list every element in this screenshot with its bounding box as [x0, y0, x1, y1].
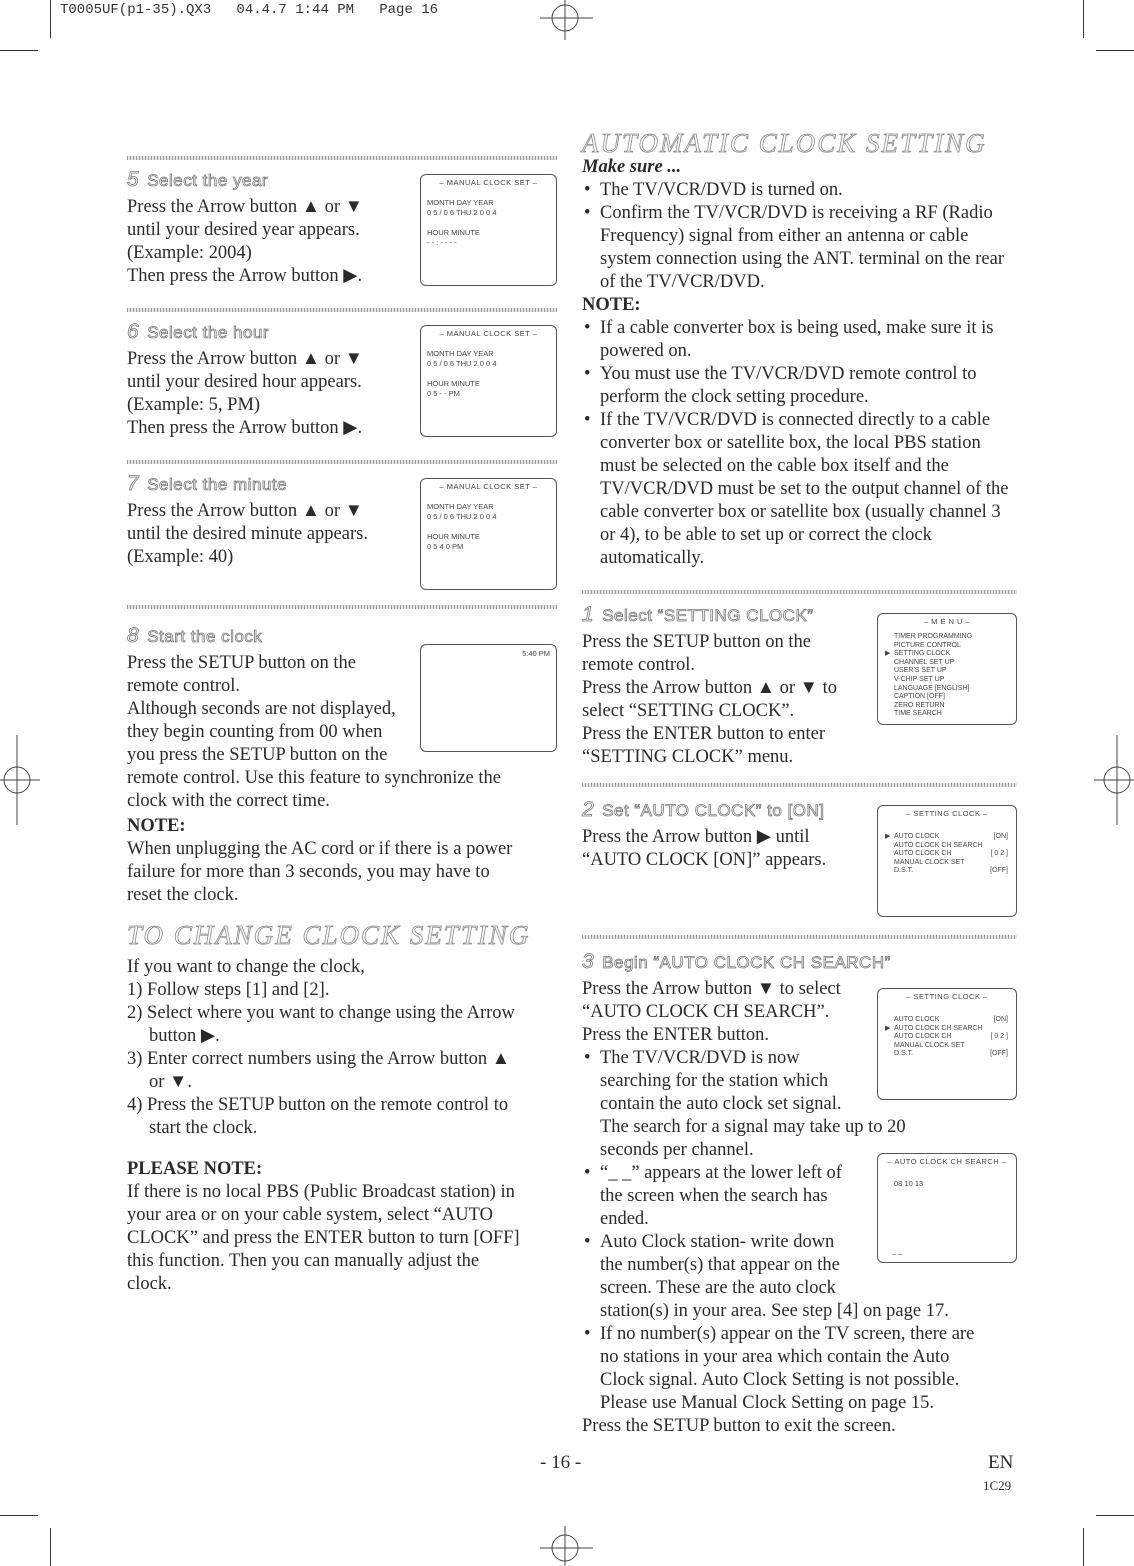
- crop-mark: [50, 0, 51, 38]
- step-heading: 2 Set “AUTO CLOCK” to [ON]: [582, 798, 825, 821]
- step-3: 3 Begin “AUTO CLOCK CH SEARCH” Press the Arrow button ▼ to select “AUTO CLOCK CH SEARCH”. Press the ENTER button. • The TV/VCR/DVD is now searching for the station which contain the auto clock set signal. The search for a signal may take up to 20 seconds per channel. • “_ _” appears at the lower left of the screen when the search has ended. • Auto Clock station- write down the number(s) that appear on the screen. These are the auto clock station(s) in your area. See step [4] on page 17. • If no number(s) appear on the TV screen, there are no stations in your area which contain the Auto Clock signal. Auto Clock Setting is not possible. Please use Manual Clock Setting on page 15. Press the SETUP button to exit the screen.: [582, 950, 1017, 1438]
- menu-screen: – M E N U – TIMER PROGRAMMING PICTURE CONTROL ▶ SETTING CLOCK CHANNEL SET UP USER'S SET UP V-CHIP SET UP LANGUAGE [ENGLISH] CAPTION [OFF] ZERO RETURN TIME SEARCH: [877, 613, 1017, 725]
- section-divider: [582, 783, 1017, 787]
- section-divider: [582, 935, 1017, 939]
- crop-mark: [0, 1515, 38, 1516]
- manual-clock-screen: – MANUAL CLOCK SET – MONTH DAY YEAR 0 5 / 0 6 THU 2 0 0 4 HOUR MINUTE 0 5 - - PM: [420, 325, 557, 437]
- registration-mark-left: [0, 735, 40, 825]
- crop-mark: [1096, 50, 1134, 51]
- step-heading: 6 Select the hour: [127, 320, 270, 343]
- setting-clock-screen: – SETTING CLOCK – AUTO CLOCK [ON] ▶ AUTO CLOCK CH SEARCH AUTO CLOCK CH [ 0 2 ] MANUAL CLOCK SET D.S.T. [OFF]: [877, 988, 1017, 1100]
- setting-clock-screen: – SETTING CLOCK – ▶ AUTO CLOCK [ON] AUTO CLOCK CH SEARCH AUTO CLOCK CH [ 0 2 ] MANUAL CLOCK SET D.S.T. [OFF]: [877, 805, 1017, 917]
- section-divider: [127, 156, 557, 160]
- step-heading: 5 Select the year: [127, 168, 269, 191]
- section-divider: [127, 460, 557, 464]
- change-clock-title: TO CHANGE CLOCK SETTING: [127, 920, 531, 950]
- manual-clock-screen: – MANUAL CLOCK SET – MONTH DAY YEAR 0 5 / 0 6 THU 2 0 0 4 HOUR MINUTE - - : - - - -: [420, 174, 557, 286]
- registration-mark-right: [1094, 735, 1134, 825]
- document-code: 1C29: [983, 1478, 1012, 1493]
- crop-mark: [1096, 1515, 1134, 1516]
- auto-clock-title: AUTOMATIC CLOCK SETTING: [582, 128, 987, 158]
- step-heading: 8 Start the clock: [127, 624, 263, 647]
- step-6: 6 Select the hour Press the Arrow button ▲ or ▼ until your desired hour appears. (Example: 5, PM) Then press the Arrow button ▶.: [127, 320, 407, 440]
- step-heading: 7 Select the minute: [127, 472, 288, 495]
- step-8: 8 Start the clock Press the SETUP button on the remote control. Although seconds are not displayed, they begin counting from 00 when you press the SETUP button on the remote control. Use this feature to synchronize the clock with the correct time. NOTE: When unplugging the AC cord or if there is a power failure for more than 3 seconds, you may have to reset the clock.: [127, 624, 557, 907]
- step-1: 1 Select “SETTING CLOCK” Press the SETUP button on the remote control. Press the Arrow button ▲ or ▼ to select “SETTING CLOCK”. Press the ENTER button to enter “SETTING CLOCK” menu.: [582, 603, 872, 769]
- step-7: 7 Select the minute Press the Arrow button ▲ or ▼ until the desired minute appears. (Example: 40): [127, 472, 407, 569]
- section-divider: [582, 590, 1017, 594]
- section-divider: [127, 605, 557, 609]
- step-heading: 1 Select “SETTING CLOCK”: [582, 603, 814, 626]
- registration-mark-bottom: [535, 1526, 595, 1566]
- step-2: 2 Set “AUTO CLOCK” to [ON] Press the Arrow button ▶ until “AUTO CLOCK [ON]” appears.: [582, 798, 872, 872]
- clock-display-screen: 5:40 PM: [420, 644, 557, 752]
- crop-mark: [50, 1528, 51, 1566]
- auto-clock-intro: Make sure ... • The TV/VCR/DVD is turned on. • Confirm the TV/VCR/DVD is receiving a RF (Radio Frequency) signal from either an antenna or cable system connection using the ANT. terminal on the rear of the TV/VCR/DVD. NOTE: • If a cable converter box is being used, make sure it is powered on. • You must use the TV/VCR/DVD remote control to perform the clock setting procedure. • If the TV/VCR/DVD is connected directly to a cable converter box or satellite box, the local PBS station must be selected on the cable box itself and the TV/VCR/DVD must be set to the output channel of the cable converter box or satellite box (usually channel 3 or 4), to be able to set up or correct the clock automatically.: [582, 156, 1017, 570]
- print-header: T0005UF(p1-35).QX3 04.4.7 1:44 PM Page 16: [60, 2, 439, 18]
- crop-mark: [1083, 0, 1084, 38]
- step-5: 5 Select the year Press the Arrow button ▲ or ▼ until your desired year appears. (Example: 2004) Then press the Arrow button ▶.: [127, 168, 407, 288]
- auto-clock-search-screen: – AUTO CLOCK CH SEARCH – 08 10 13 _ _: [877, 1153, 1017, 1263]
- manual-clock-screen: – MANUAL CLOCK SET – MONTH DAY YEAR 0 5 / 0 6 THU 2 0 0 4 HOUR MINUTE 0 5 4 0 PM: [420, 478, 557, 590]
- page-number: - 16 -: [540, 1452, 582, 1473]
- section-divider: [127, 308, 557, 312]
- language-code: EN: [988, 1452, 1014, 1473]
- crop-mark: [0, 50, 38, 51]
- change-clock-instructions: If you want to change the clock, 1) Follow steps [1] and [2]. 2) Select where you want to change using the Arrow button ▶. 3) Enter correct numbers using the Arrow button ▲ or ▼. 4) Press the SETUP button on the remote control to start the clock. PLEASE NOTE: If there is no local PBS (Public Broadcast station) in your area or on your cable system, select “AUTO CLOCK” and press the ENTER button to turn [OFF] this function. Then you can manually adjust the clock.: [127, 957, 520, 1294]
- registration-mark-top: [535, 0, 595, 40]
- crop-mark: [1083, 1528, 1084, 1566]
- step-heading: 3 Begin “AUTO CLOCK CH SEARCH”: [582, 950, 891, 973]
